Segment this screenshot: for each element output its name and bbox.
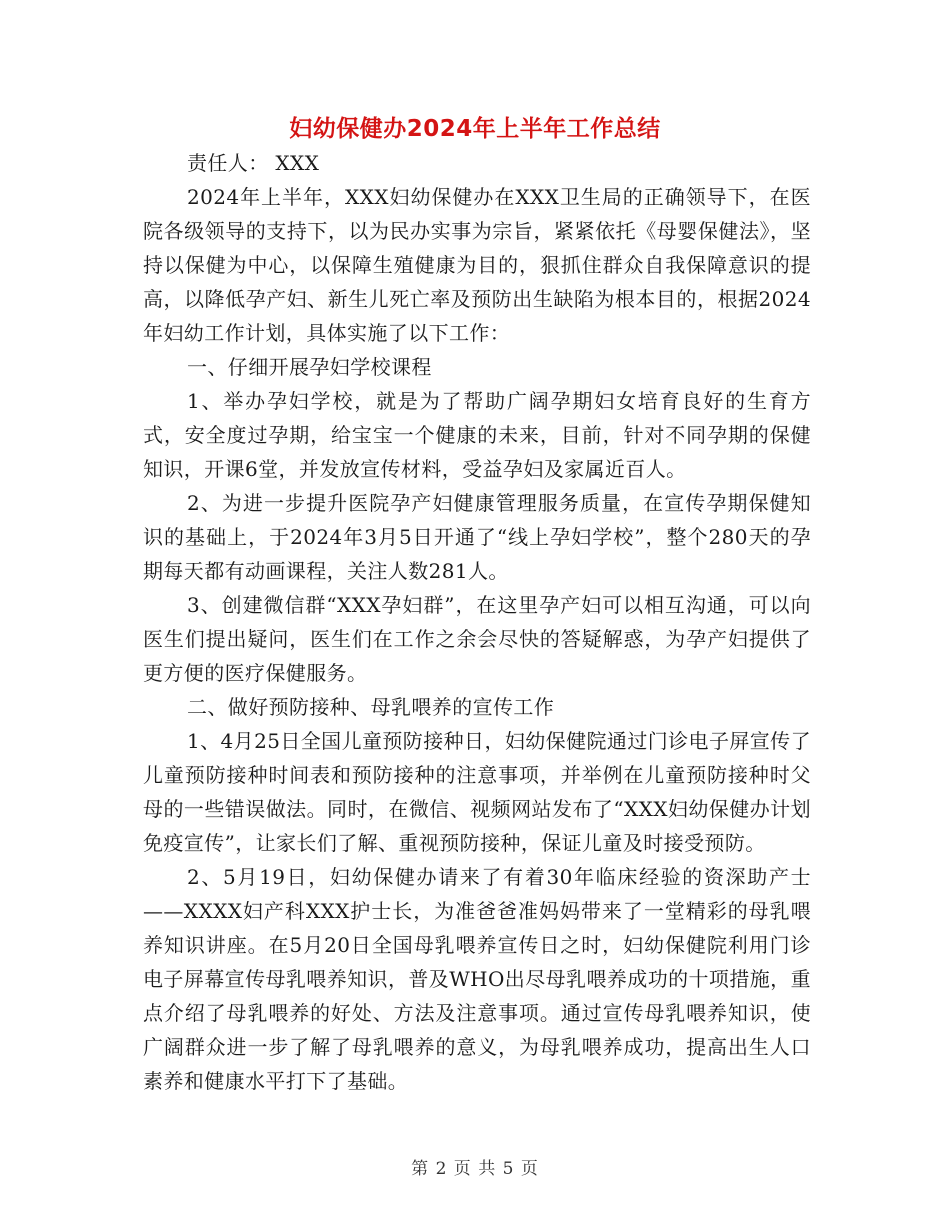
intro-paragraph: 2024年上半年，XXX妇幼保健办在XXX卫生局的正确领导下，在医院各级领导的支持下，以为民办实事为宗旨，紧紧依托《母婴保健法》，坚持以保健为中心，以保障生殖健康为目的，狠抓住群众自我保障意识的提高，以降低孕产妇、新生儿死亡率及预防出生缺陷为根本目的，根据2024年妇幼工作计划，具体实施了以下工作： <box>143 185 811 345</box>
section-2-heading: 二、做好预防接种、母乳喂养的宣传工作 <box>187 695 555 719</box>
section-1-heading: 一、仔细开展孕妇学校课程 <box>187 355 432 379</box>
document-title: 妇幼保健办2024年上半年工作总结 <box>289 116 661 142</box>
section-1-item-1: 1、举办孕妇学校，就是为了帮助广阔孕期妇女培育良好的生育方式，安全度过孕期，给宝宝一个健康的未来，目前，针对不同孕期的保健知识，开课6堂，并发放宣传材料，受益孕妇及家属近百人。 <box>143 389 811 481</box>
section-1-item-2: 2、为进一步提升医院孕产妇健康管理服务质量，在宣传孕期保健知识的基础上，于2024年3月5日开通了“线上孕妇学校”，整个280天的孕期每天都有动画课程，关注人数281人。 <box>143 491 811 583</box>
responsible-person: 责任人： XXX <box>187 151 320 175</box>
section-2-item-2: 2、5月19日，妇幼保健办请来了有着30年临床经验的资深助产士——XXXX妇产科XXX护士长，为准爸爸准妈妈带来了一堂精彩的母乳喂养知识讲座。在5月20日全国母乳喂养宣传日之时，妇幼保健院利用门诊电子屏幕宣传母乳喂养知识，普及WHO出尽母乳喂养成功的十项措施，重点介绍了母乳喂养的好处、方法及注意事项。通过宣传母乳喂养知识，使广阔群众进一步了解了母乳喂养的意义，为母乳喂养成功，提高出生人口素养和健康水平打下了基础。 <box>143 865 811 1093</box>
page-number-footer: 第 2 页 共 5 页 <box>411 1159 539 1179</box>
document-body <box>143 146 811 1098</box>
section-2-item-1: 1、4月25日全国儿童预防接种日，妇幼保健院通过门诊电子屏宣传了儿童预防接种时间表和预防接种的注意事项，并举例在儿童预防接种时父母的一些错误做法。同时，在微信、视频网站发布了“XXX妇幼保健办计划免疫宣传”，让家长们了解、重视预防接种，保证儿童及时接受预防。 <box>143 729 811 855</box>
section-1-item-3: 3、创建微信群“XXX孕妇群”，在这里孕产妇可以相互沟通，可以向医生们提出疑问，医生们在工作之余会尽快的答疑解惑，为孕产妇提供了更方便的医疗保健服务。 <box>143 593 811 685</box>
